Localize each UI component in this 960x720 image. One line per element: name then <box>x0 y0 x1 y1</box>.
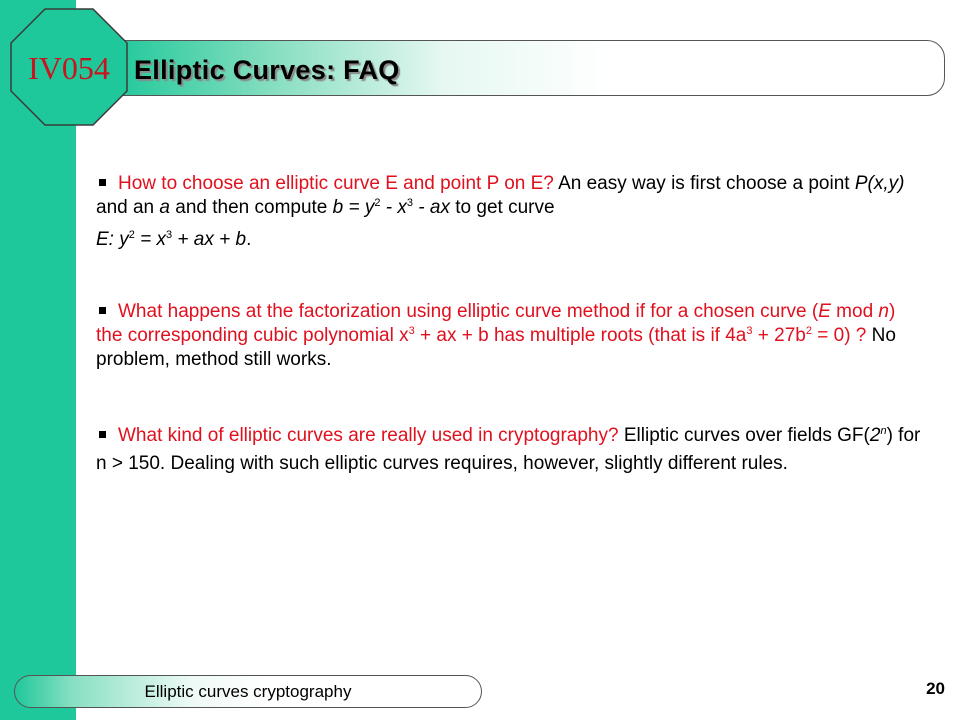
faq-content <box>96 172 926 513</box>
bullet-icon <box>99 431 106 438</box>
bullet-icon <box>99 179 106 186</box>
faq-answer: No problem, method still works. <box>96 325 896 370</box>
faq-answer: Elliptic curves over fields GF(2$^n$) for n > 150. Dealing with such elliptic curves requires, however, slightly different rules. <box>96 425 921 474</box>
slide-title: Elliptic Curves: FAQ <box>134 55 400 85</box>
faq-item <box>96 422 926 478</box>
faq-item: How to choose an elliptic curve E and point P on E? An easy way is first choose a point P(x,y) and an a and then compute $b = y^2 - x^3$ - ax to get curve E: $y^2 = x^3$ + ax + b. <box>96 172 926 252</box>
faq-question: What kind of elliptic curves are really used in cryptography? <box>118 425 619 446</box>
page-number: 20 <box>926 679 945 698</box>
footer-label: Elliptic curves cryptography <box>144 682 352 701</box>
faq-question: How to choose an elliptic curve E and point P on E? <box>118 173 554 194</box>
footer-course-pill <box>14 675 482 708</box>
course-code: IV054 <box>28 50 110 86</box>
bullet-icon <box>99 307 106 314</box>
curve-equation: E: $y^2 = x^3$ + ax + b. <box>96 229 252 250</box>
faq-item <box>96 300 926 372</box>
faq-question: What happens at the factorization using elliptic curve method if for a chosen curve (E mod n) the corresponding cubic polynomial $x^3$ + ax + b has multiple roots (that is if $4a^3 + 27b^2 = 0$) ? <box>96 301 896 346</box>
